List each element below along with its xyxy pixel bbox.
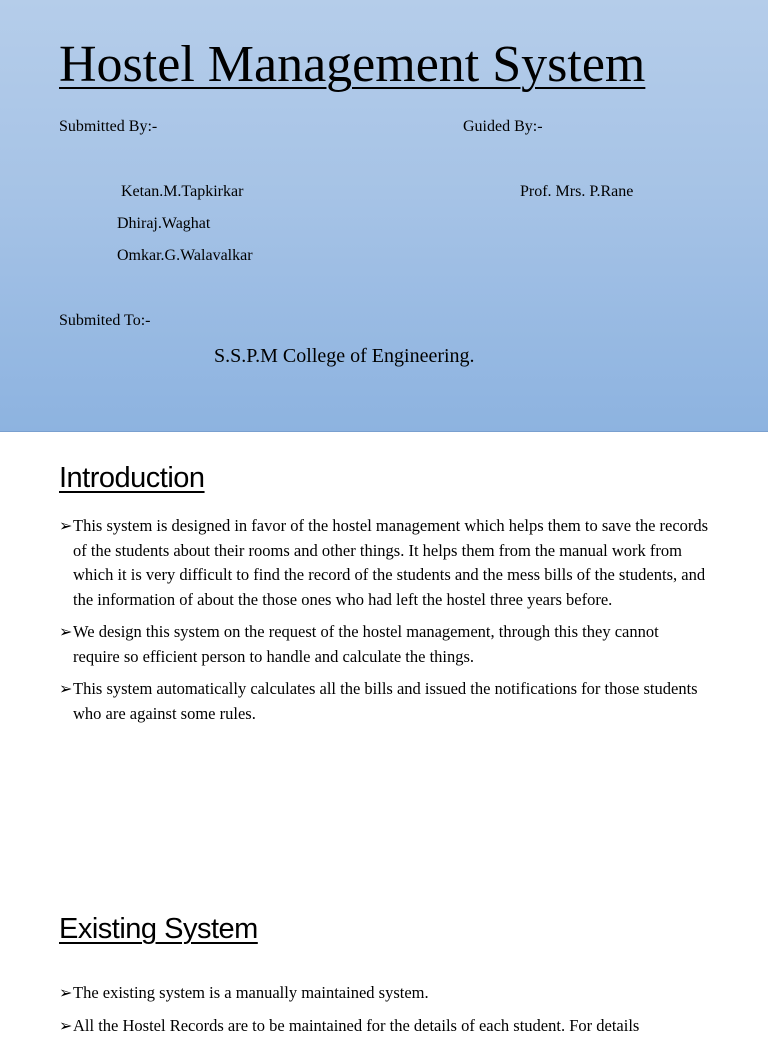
cover-panel — [0, 0, 768, 432]
student-name: Dhiraj.Waghat — [117, 215, 211, 232]
page-title: Hostel Management System — [59, 36, 646, 93]
bullet-text: This system is designed in favor of the hostel management which helps them to save the records of the students about their rooms and other things. It helps them from the manual work from which it is very difficult to find the record of the students and the mess bills of the students, and the information of about the those ones who had left the hostel three years before. — [73, 516, 709, 609]
existing-system-list — [59, 981, 709, 1046]
arrowhead-bullet-icon: ➢ — [59, 622, 73, 641]
submitted-to-label: Submited To:- — [59, 312, 151, 329]
student-name: Ketan.M.Tapkirkar — [121, 183, 244, 200]
submitted-by-label: Submitted By:- — [59, 118, 158, 135]
introduction-list — [59, 514, 709, 734]
bullet-text: The existing system is a manually maintained system. — [73, 983, 429, 1002]
college-name: S.S.P.M College of Engineering. — [214, 345, 475, 367]
bullet-text: All the Hostel Records are to be maintained for the details of each student. For details — [73, 1015, 640, 1035]
list-item — [59, 620, 709, 669]
guided-by-label: Guided By:- — [463, 118, 543, 135]
bullet-text: This system automatically calculates all the bills and issued the notifications for those students who are against some rules. — [73, 679, 698, 723]
list-item — [59, 981, 709, 1006]
list-item — [59, 514, 709, 612]
student-name: Omkar.G.Walavalkar — [117, 247, 253, 264]
list-item — [59, 1014, 709, 1039]
arrowhead-bullet-icon: ➢ — [59, 516, 73, 535]
list-item — [59, 677, 709, 726]
introduction-heading: Introduction — [59, 462, 205, 494]
arrowhead-bullet-icon: ➢ — [59, 1015, 73, 1035]
arrowhead-bullet-icon: ➢ — [59, 983, 73, 1002]
arrowhead-bullet-icon: ➢ — [59, 679, 73, 698]
bullet-text: We design this system on the request of the hostel management, through this they cannot require so efficient person to handle and calculate the things. — [73, 622, 659, 666]
guide-name: Prof. Mrs. P.Rane — [520, 183, 634, 200]
existing-system-heading: Existing System — [59, 913, 258, 945]
